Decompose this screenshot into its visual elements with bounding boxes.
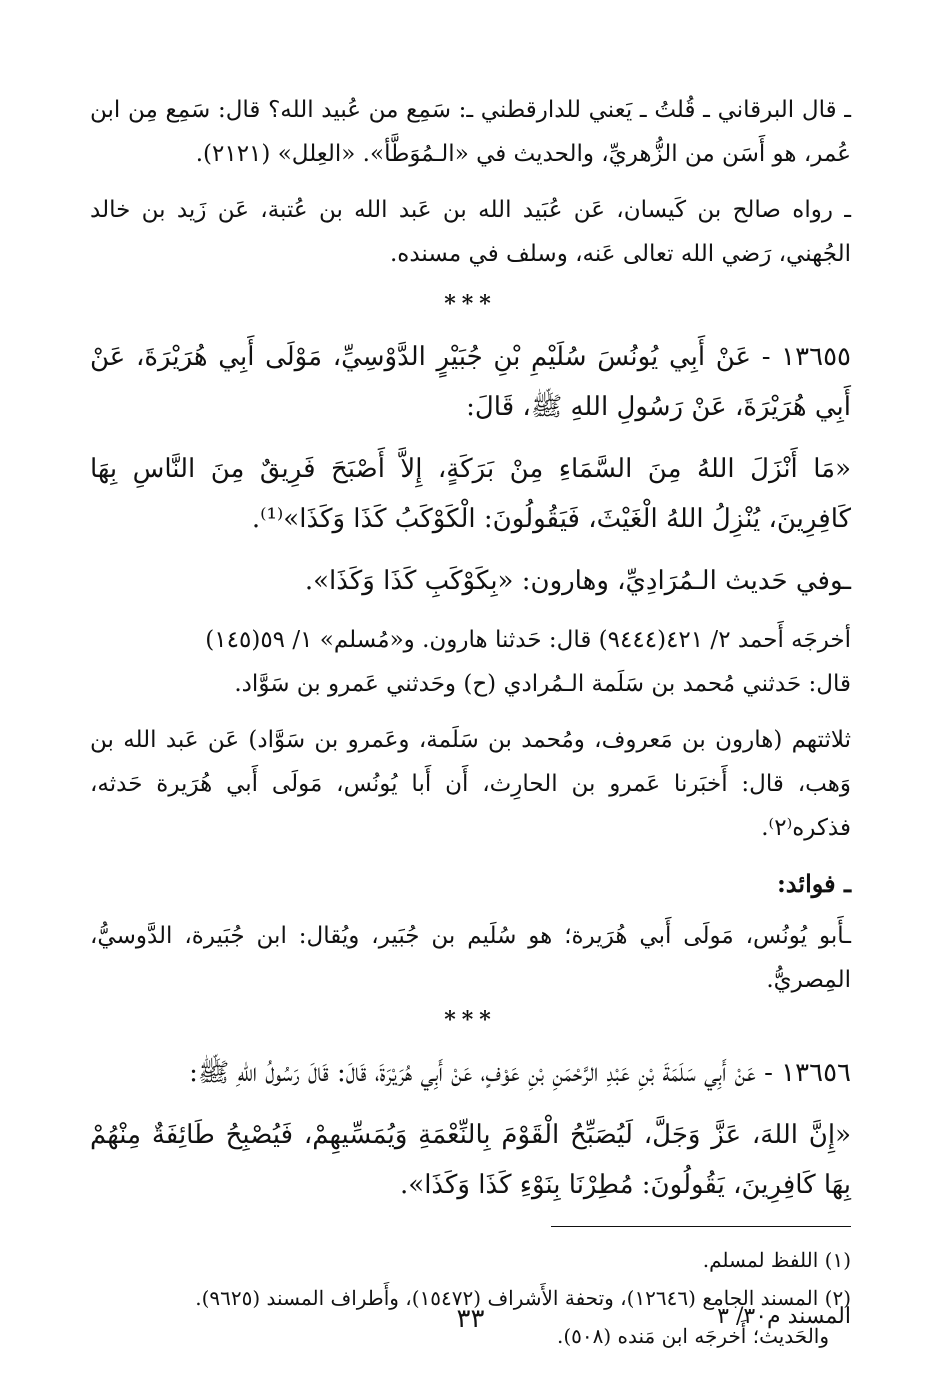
section-divider-stars: *** [444, 1007, 497, 1033]
footnote-separator [551, 1226, 851, 1227]
paragraph-thalathat: ثلاثتهم (هارون بن مَعروف، ومُحمد بن سَلَمة، وعَمرو بن سَوَّاد) عَن عَبد الله بن وَهب، قال: أَخبَرنا عَمرو بن الحارِث، أَن أَبا يُونُس، مَولَى أَبي هُرَيرة حَدثه، فذكره⁽٢⁾. [90, 727, 851, 841]
footnote-2: (٢) المسند الجامع (١٢٦٤٦)، وتحفة الأَشراف (١٥٤٧٢)، وأَطراف المسند (٩٦٢٥). [195, 1286, 851, 1310]
volume-signature: المسند م٣٠/ ٣ [717, 1304, 851, 1329]
paragraph-takhrij-line2: قال: حَدثني مُحمد بن سَلَمة الـمُرادي (ح) وحَدثني عَمرو بن سَوَّاد. [234, 671, 851, 697]
paragraph-muradi-variant: ـوفي حَديث الـمُرَادِيِّ، وهارون: «بِكَوْكَبِ كَذَا وَكَذَا». [304, 566, 851, 596]
footnote-2-continuation: والحَديث؛ أَخرجَه ابن مَنده (٥٠٨). [556, 1324, 829, 1348]
page-number: ٣٣ [456, 1304, 485, 1334]
hadith-13656-matn: «إِنَّ اللهَ، عَزَّ وَجَلَّ، لَيُصَبِّحُ الْقَوْمَ بِالنِّعْمَةِ وَيُمَسِّيهِمْ، فَيُصْبِحُ طَائِفَةٌ مِنْهُمْ بِهَا كَافِرِينَ، يَقُولُونَ: مُطِرْنَا بِنَوْءِ كَذَا وَكَذَا». [90, 1120, 851, 1200]
paragraph-fawaid: ـأَبو يُونُس، مَولَى أَبي هُرَيرة؛ هو سُلَيم بن جُبَير، ويُقال: ابن جُبَيرة، الدَّوسيُّ، المِصريُّ. [90, 923, 851, 993]
paragraph-barqani: ـ قال البرقاني ـ قُلتُ ـ يَعني للدارقطني ـ: سَمِع من عُبيد الله؟ قال: سَمِع مِن ابن عُمر، هو أَسَن من الزُّهريِّ، والحديث في «الـمُوَطَّأ». «العِلل» (٢١٢١). [90, 97, 851, 167]
hadith-13655-isnad: ١٣٦٥٥ - عَنْ أَبِي يُونُسَ سُلَيْمِ بْنِ جُبَيْرٍ الدَّوْسِيِّ، مَوْلَى أَبِي هُرَيْرَةَ، عَنْ أَبِي هُرَيْرَةَ، عَنْ رَسُولِ اللهِ ﷺ، قَالَ: [90, 342, 851, 422]
section-divider-stars: *** [444, 291, 497, 317]
paragraph-salih-kaysan: ـ رواه صالح بن كَيسان، عَن عُبَيد الله بن عَبد الله بن عُتبة، عَن زَيد بن خالد الجُهني، رَضي الله تعالى عَنه، وسلف في مسنده. [90, 197, 851, 267]
hadith-13655-matn: «مَا أَنْزَلَ اللهُ مِنَ السَّمَاءِ مِنْ بَرَكَةٍ، إِلاَّ أَصْبَحَ فَرِيقٌ مِنَ النَّاسِ بِهَا كَافِرِينَ، يُنْزِلُ اللهُ الْغَيْثَ، فَيَقُولُونَ: الْكَوْكَبُ كَذَا وَكَذَا»⁽¹⁾. [90, 454, 851, 534]
fawaid-heading: ـ فوائد: [776, 869, 851, 898]
footnote-1: (١) اللفظ لمسلم. [702, 1248, 851, 1272]
paragraph-takhrij-line1: أخرجَه أَحمد ٢/ ٤٢١(٩٤٤٤) قال: حَدثنا هارون. و«مُسلم» ١/ ٥٩(١٤٥) [205, 627, 851, 653]
page-footer [90, 1304, 851, 1344]
hadith-13656-isnad: ١٣٦٥٦ - عَنْ أَبِي سَلَمَةَ بْنِ عَبْدِ الرَّحْمَنِ بْنِ عَوْفٍ، عَنْ أَبِي هُرَيْرَةَ، قَالَ: قَالَ رَسُولُ اللهِ ﷺ: [189, 1058, 851, 1088]
